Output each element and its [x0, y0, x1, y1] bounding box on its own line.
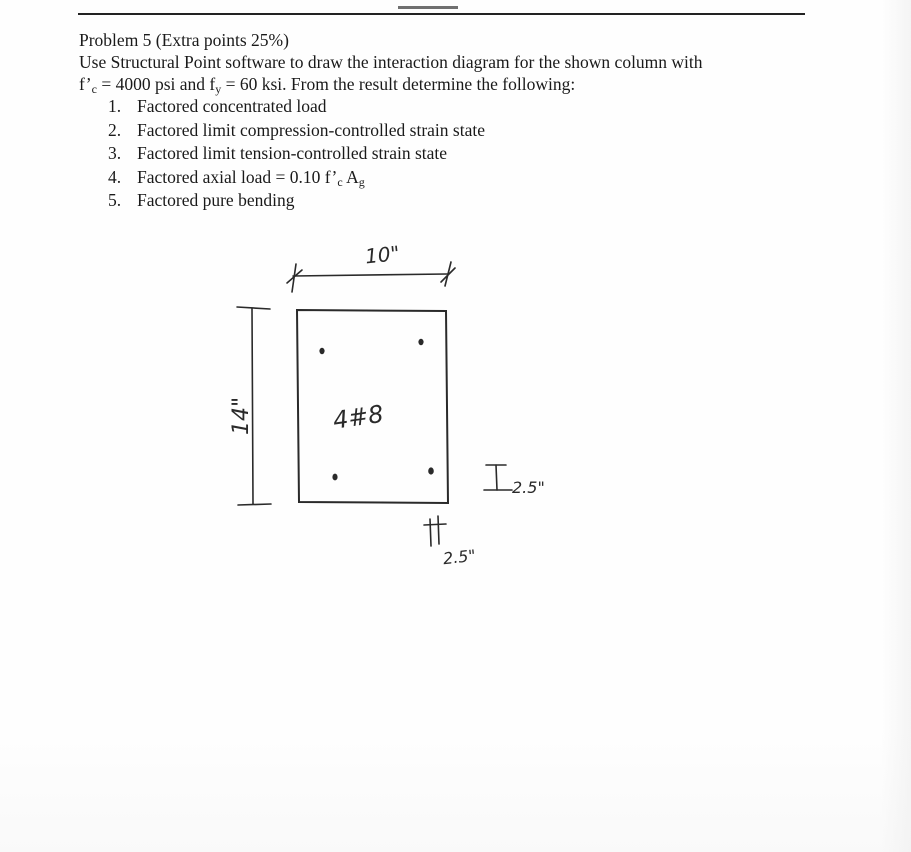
scan-shading-bottom: [0, 732, 911, 852]
fc-symbol: f’: [79, 74, 92, 94]
fy-value: = 60 ksi. From the result determine the following:: [221, 74, 576, 94]
rebar-bottom-right: [428, 467, 434, 474]
cover-bottom-tick: [424, 524, 446, 525]
list-item: [79, 142, 819, 166]
cover-side-label: 2.5": [512, 478, 545, 497]
question-list: [79, 95, 819, 213]
scan-shading-right: [881, 0, 911, 852]
column-section-outline: [297, 310, 448, 503]
fc-subscript: c: [337, 174, 343, 189]
fc-subscript: c: [91, 82, 97, 96]
list-item-text-mid: A: [342, 166, 359, 187]
list-item-text: Factored limit tension-controlled strain state: [137, 143, 448, 163]
header-fragment: [398, 0, 458, 9]
list-item: [79, 119, 819, 143]
fc-value: = 4000 psi and f: [96, 74, 216, 94]
list-item-number: 4.: [108, 166, 122, 187]
problem-intro-line1: Use Structural Point software to draw the interaction diagram for the shown column with: [79, 52, 703, 72]
height-dimension-line: [252, 308, 253, 504]
list-item-number: 1.: [108, 96, 122, 116]
height-tick-bottom: [238, 504, 271, 505]
list-item: [79, 95, 819, 119]
rebar-bottom-left: [332, 474, 337, 481]
top-rule: [78, 13, 805, 15]
problem-text: [79, 29, 819, 213]
fy-subscript: y: [215, 82, 222, 96]
width-tick-left: [292, 264, 296, 292]
width-label: 10": [363, 241, 401, 269]
width-tick-right-slash: [441, 268, 455, 282]
list-item-text: Factored limit compression-controlled strain state: [137, 119, 485, 140]
cover-bottom-left-stem: [430, 519, 431, 546]
rebar-top-left: [319, 348, 324, 354]
list-item-text: Factored pure bending: [137, 190, 295, 210]
list-item-number: 2.: [108, 119, 122, 140]
width-tick-left-slash: [287, 270, 302, 283]
width-tick-right: [445, 262, 451, 286]
ag-subscript: g: [358, 174, 365, 189]
rebar-top-right: [418, 339, 423, 345]
list-item: [79, 189, 819, 213]
height-label: 14": [229, 396, 254, 435]
list-item-text: Factored axial load = 0.10 f’: [137, 166, 338, 187]
problem-intro-line2: [79, 73, 819, 95]
rebar-label: 4#8: [331, 399, 386, 435]
cover-side-stem: [496, 465, 497, 490]
list-item-number: 3.: [108, 143, 122, 163]
list-item-number: 5.: [108, 190, 122, 210]
list-item: [79, 166, 819, 190]
height-tick-top: [237, 307, 270, 309]
problem-title: Problem 5 (Extra points 25%): [79, 30, 289, 50]
width-dimension-line: [293, 274, 447, 276]
list-item-text: Factored concentrated load: [137, 96, 327, 116]
cover-bottom-right-stem: [438, 516, 439, 544]
cover-bottom-label: 2.5": [442, 545, 477, 569]
